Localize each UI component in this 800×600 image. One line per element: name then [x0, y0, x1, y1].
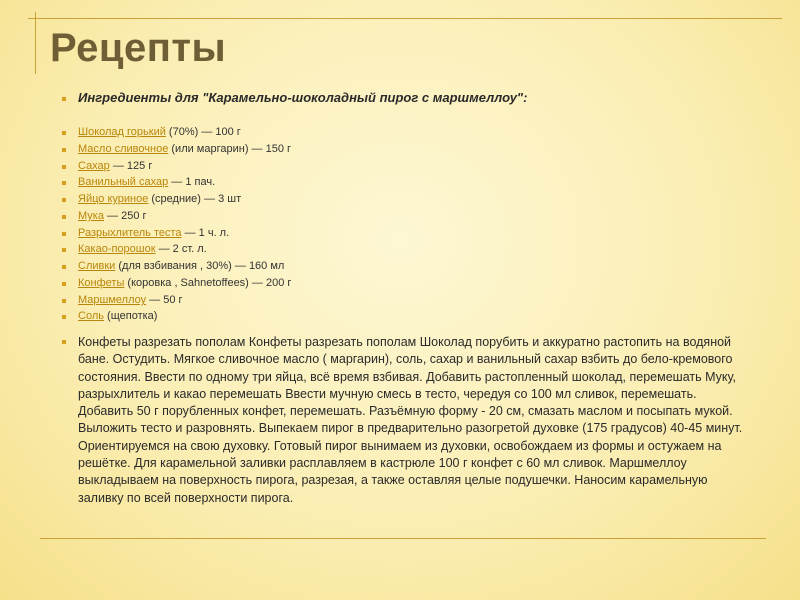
ingredient-amount: — 50 г: [146, 294, 183, 306]
bullet-icon: [62, 215, 66, 219]
bullet-icon: [62, 315, 66, 319]
ingredient-link[interactable]: Какао-порошок: [78, 243, 156, 255]
ingredient-amount: (для взбивания , 30%) — 160 мл: [115, 260, 285, 272]
ingredient-item: [78, 125, 241, 140]
ingredient-link[interactable]: Шоколад горький: [78, 126, 166, 138]
ingredient-link[interactable]: Сливки: [78, 260, 116, 272]
ingredient-amount: (70%) — 100 г: [165, 126, 241, 138]
left-accent-rule: [35, 12, 36, 74]
ingredient-amount: (щепотка): [103, 310, 158, 322]
bullet-icon: [62, 181, 66, 185]
ingredient-link[interactable]: Соль: [78, 310, 104, 322]
ingredient-amount: (или маргарин) — 150 г: [168, 143, 292, 155]
ingredient-item: [78, 276, 291, 291]
bullet-icon: [62, 265, 66, 269]
ingredient-link[interactable]: Маршмеллоу: [78, 294, 147, 306]
ingredient-link[interactable]: Сахар: [78, 160, 110, 172]
bullet-icon: [62, 232, 66, 236]
ingredient-item: [78, 309, 157, 324]
ingredient-item: [78, 259, 284, 274]
ingredient-link[interactable]: Яйцо куриное: [78, 193, 149, 205]
bullet-icon: [62, 299, 66, 303]
ingredient-link[interactable]: Разрыхлитель теста: [78, 227, 182, 239]
ingredient-amount: (средние) — 3 шт: [148, 193, 242, 205]
top-rule: [28, 18, 782, 19]
ingredients-heading: Ингредиенты для "Карамельно-шоколадный пирог с маршмеллоу":: [78, 90, 528, 105]
ingredient-amount: — 1 ч. л.: [181, 227, 230, 239]
ingredient-item: [78, 293, 183, 308]
bottom-rule: [40, 538, 766, 539]
bullet-icon: [62, 282, 66, 286]
bullet-icon: [62, 248, 66, 252]
ingredient-item: [78, 209, 147, 224]
ingredient-link[interactable]: Ванильный сахар: [78, 176, 169, 188]
bullet-icon: [62, 148, 66, 152]
ingredient-amount: — 250 г: [103, 210, 147, 222]
ingredient-item: [78, 142, 291, 157]
ingredient-amount: — 1 пач.: [168, 176, 216, 188]
bullet-icon: [62, 198, 66, 202]
ingredient-amount: — 2 ст. л.: [155, 243, 207, 255]
ingredient-link[interactable]: Мука: [78, 210, 104, 222]
bullet-icon: [62, 165, 66, 169]
bullet-icon: [62, 97, 66, 101]
ingredient-item: [78, 226, 229, 241]
bullet-icon: [62, 340, 66, 344]
ingredient-item: [78, 175, 215, 190]
slide-title: Рецепты: [50, 26, 227, 70]
ingredient-link[interactable]: Масло сливочное: [78, 143, 169, 155]
ingredient-link[interactable]: Конфеты: [78, 277, 125, 289]
instructions-paragraph: Конфеты разрезать пополам Конфеты разрезать пополам Шоколад порубить и аккуратно растопить на водяной бане. Остудить. Мягкое сливочное масло ( маргарин), соль, сахар и ванильный сахар взбить до бело-кремового состояния. Ввести по одному три яйца, всё время взбивая. Добавить растопленный шоколад, перемешать Муку, разрыхлитель и какао перемешать Ввести мучную смесь в тесто, чередуя со 100 мл сливок, перемешать. Добавить 50 г порубленных конфет, перемешать. Разъёмную форму - 20 см, смазать маслом и посыпать мукой. Выложить тесто и разровнять. Выпекаем пирог в предварительно разогретой духовке (175 градусов) 40-45 минут. Ориентируемся на свою духовку. Готовый пирог вынимаем из духовки, освобождаем из формы и остужаем на решётке. Для карамельной заливки расплавляем в кастрюле 100 г конфет с 60 мл сливок. Маршмеллоу выкладываем на поверхность пирога, разрезая, а также оставляя целые подушечки. Наносим карамельную заливку по всей поверхности пирога.: [78, 335, 743, 505]
ingredient-item: [78, 242, 207, 257]
ingredient-item: [78, 159, 152, 174]
ingredient-amount: — 125 г: [109, 160, 153, 172]
ingredient-amount: (коровка , Sahnetoffees) — 200 г: [124, 277, 292, 289]
bullet-icon: [62, 131, 66, 135]
ingredient-item: [78, 192, 241, 207]
